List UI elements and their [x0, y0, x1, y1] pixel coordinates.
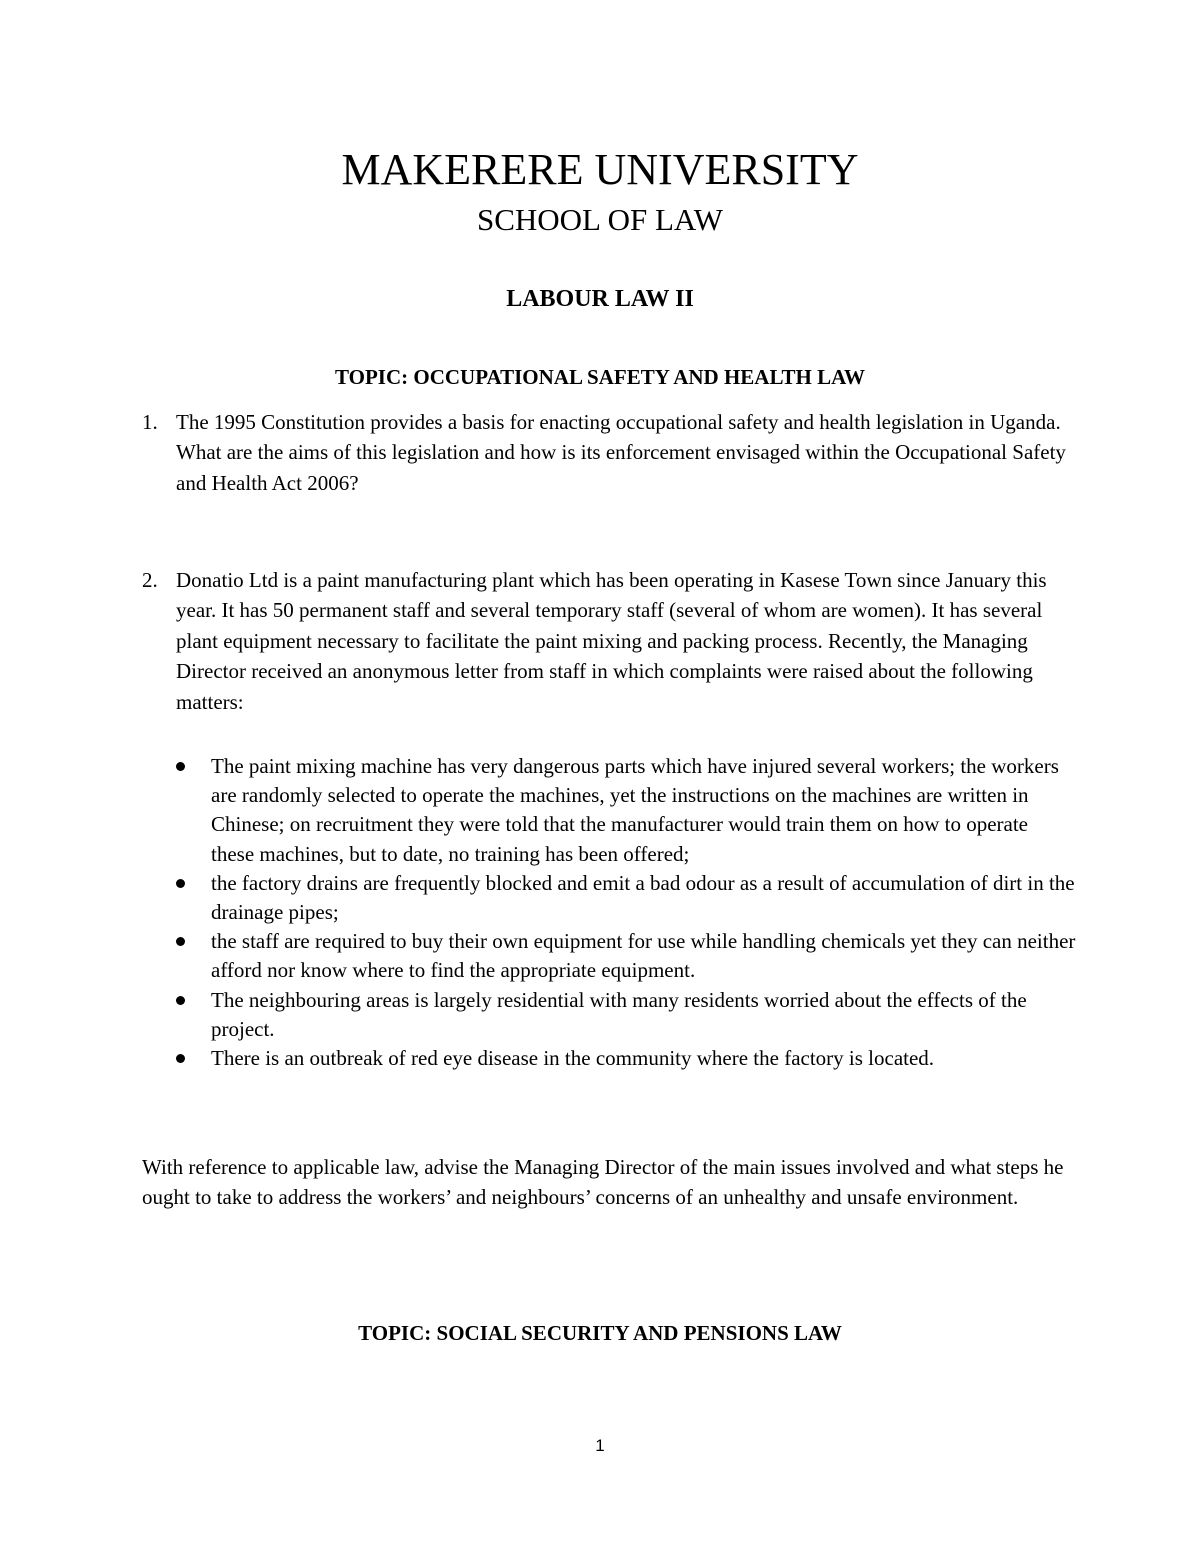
- bullet-icon: [176, 996, 185, 1005]
- list-item: [176, 752, 1076, 869]
- page-number: 1: [595, 1436, 605, 1455]
- list-item: [176, 927, 1076, 985]
- topic-heading-pensions: TOPIC: SOCIAL SECURITY AND PENSIONS LAW: [358, 1321, 842, 1345]
- list-item-text: the staff are required to buy their own equipment for use while handling chemicals yet they can neither afford nor know where to find the appropriate equipment.: [211, 929, 1076, 983]
- list-item-text: the factory drains are frequently blocked and emit a bad odour as a result of accumulation of dirt in the drainage pipes;: [211, 870, 1075, 925]
- list-item-text: The neighbouring areas is largely residential with many residents worried about the effects of the project.: [211, 987, 1027, 1041]
- bullet-icon: [176, 762, 185, 771]
- question-number: 2.: [142, 568, 158, 592]
- course-title: LABOUR LAW II: [506, 286, 694, 312]
- list-item-text: There is an outbreak of red eye disease in the community where the factory is located.: [211, 1046, 935, 1071]
- bullet-icon: [176, 879, 185, 888]
- list-item: [176, 869, 1076, 927]
- question-number: 1.: [142, 410, 158, 434]
- advice-paragraph: With reference to applicable law, advise the Managing Director of the main issues involved and what steps he ought to take to address the workers’ and neighbours’ concerns of an unhealthy and unsafe environment.: [142, 1155, 1064, 1209]
- university-title: MAKERERE UNIVERSITY: [341, 145, 859, 194]
- list-item: [176, 1044, 1076, 1073]
- question-text: Donatio Ltd is a paint manufacturing plant which has been operating in Kasese Town since January this year. It has 50 permanent staff and several temporary staff (several of whom are women). It has several plant equipment necessary to facilitate the paint mixing and packing process. Recently, the Managing Director received an anonymous letter from staff in which complaints were raised about the following matters:: [176, 568, 1047, 714]
- bullet-icon: [176, 1054, 185, 1063]
- list-item: [176, 986, 1076, 1044]
- school-subtitle: SCHOOL OF LAW: [476, 202, 724, 237]
- bullet-icon: [176, 937, 185, 946]
- topic-heading-osh: TOPIC: OCCUPATIONAL SAFETY AND HEALTH LAW: [335, 365, 865, 389]
- list-item-text: The paint mixing machine has very dangerous parts which have injured several workers; the workers are randomly selected to operate the machines, yet the instructions on the machines are written in Chinese; on recruitment they were told that the manufacturer would train them on how to operate these machines, but to date, no training has been offered;: [211, 754, 1059, 866]
- complaints-list: [176, 752, 1076, 1073]
- question-text: The 1995 Constitution provides a basis for enacting occupational safety and health legislation in Uganda. What are the aims of this legislation and how is its enforcement envisaged within the Occupational Safety and Health Act 2006?: [176, 410, 1066, 495]
